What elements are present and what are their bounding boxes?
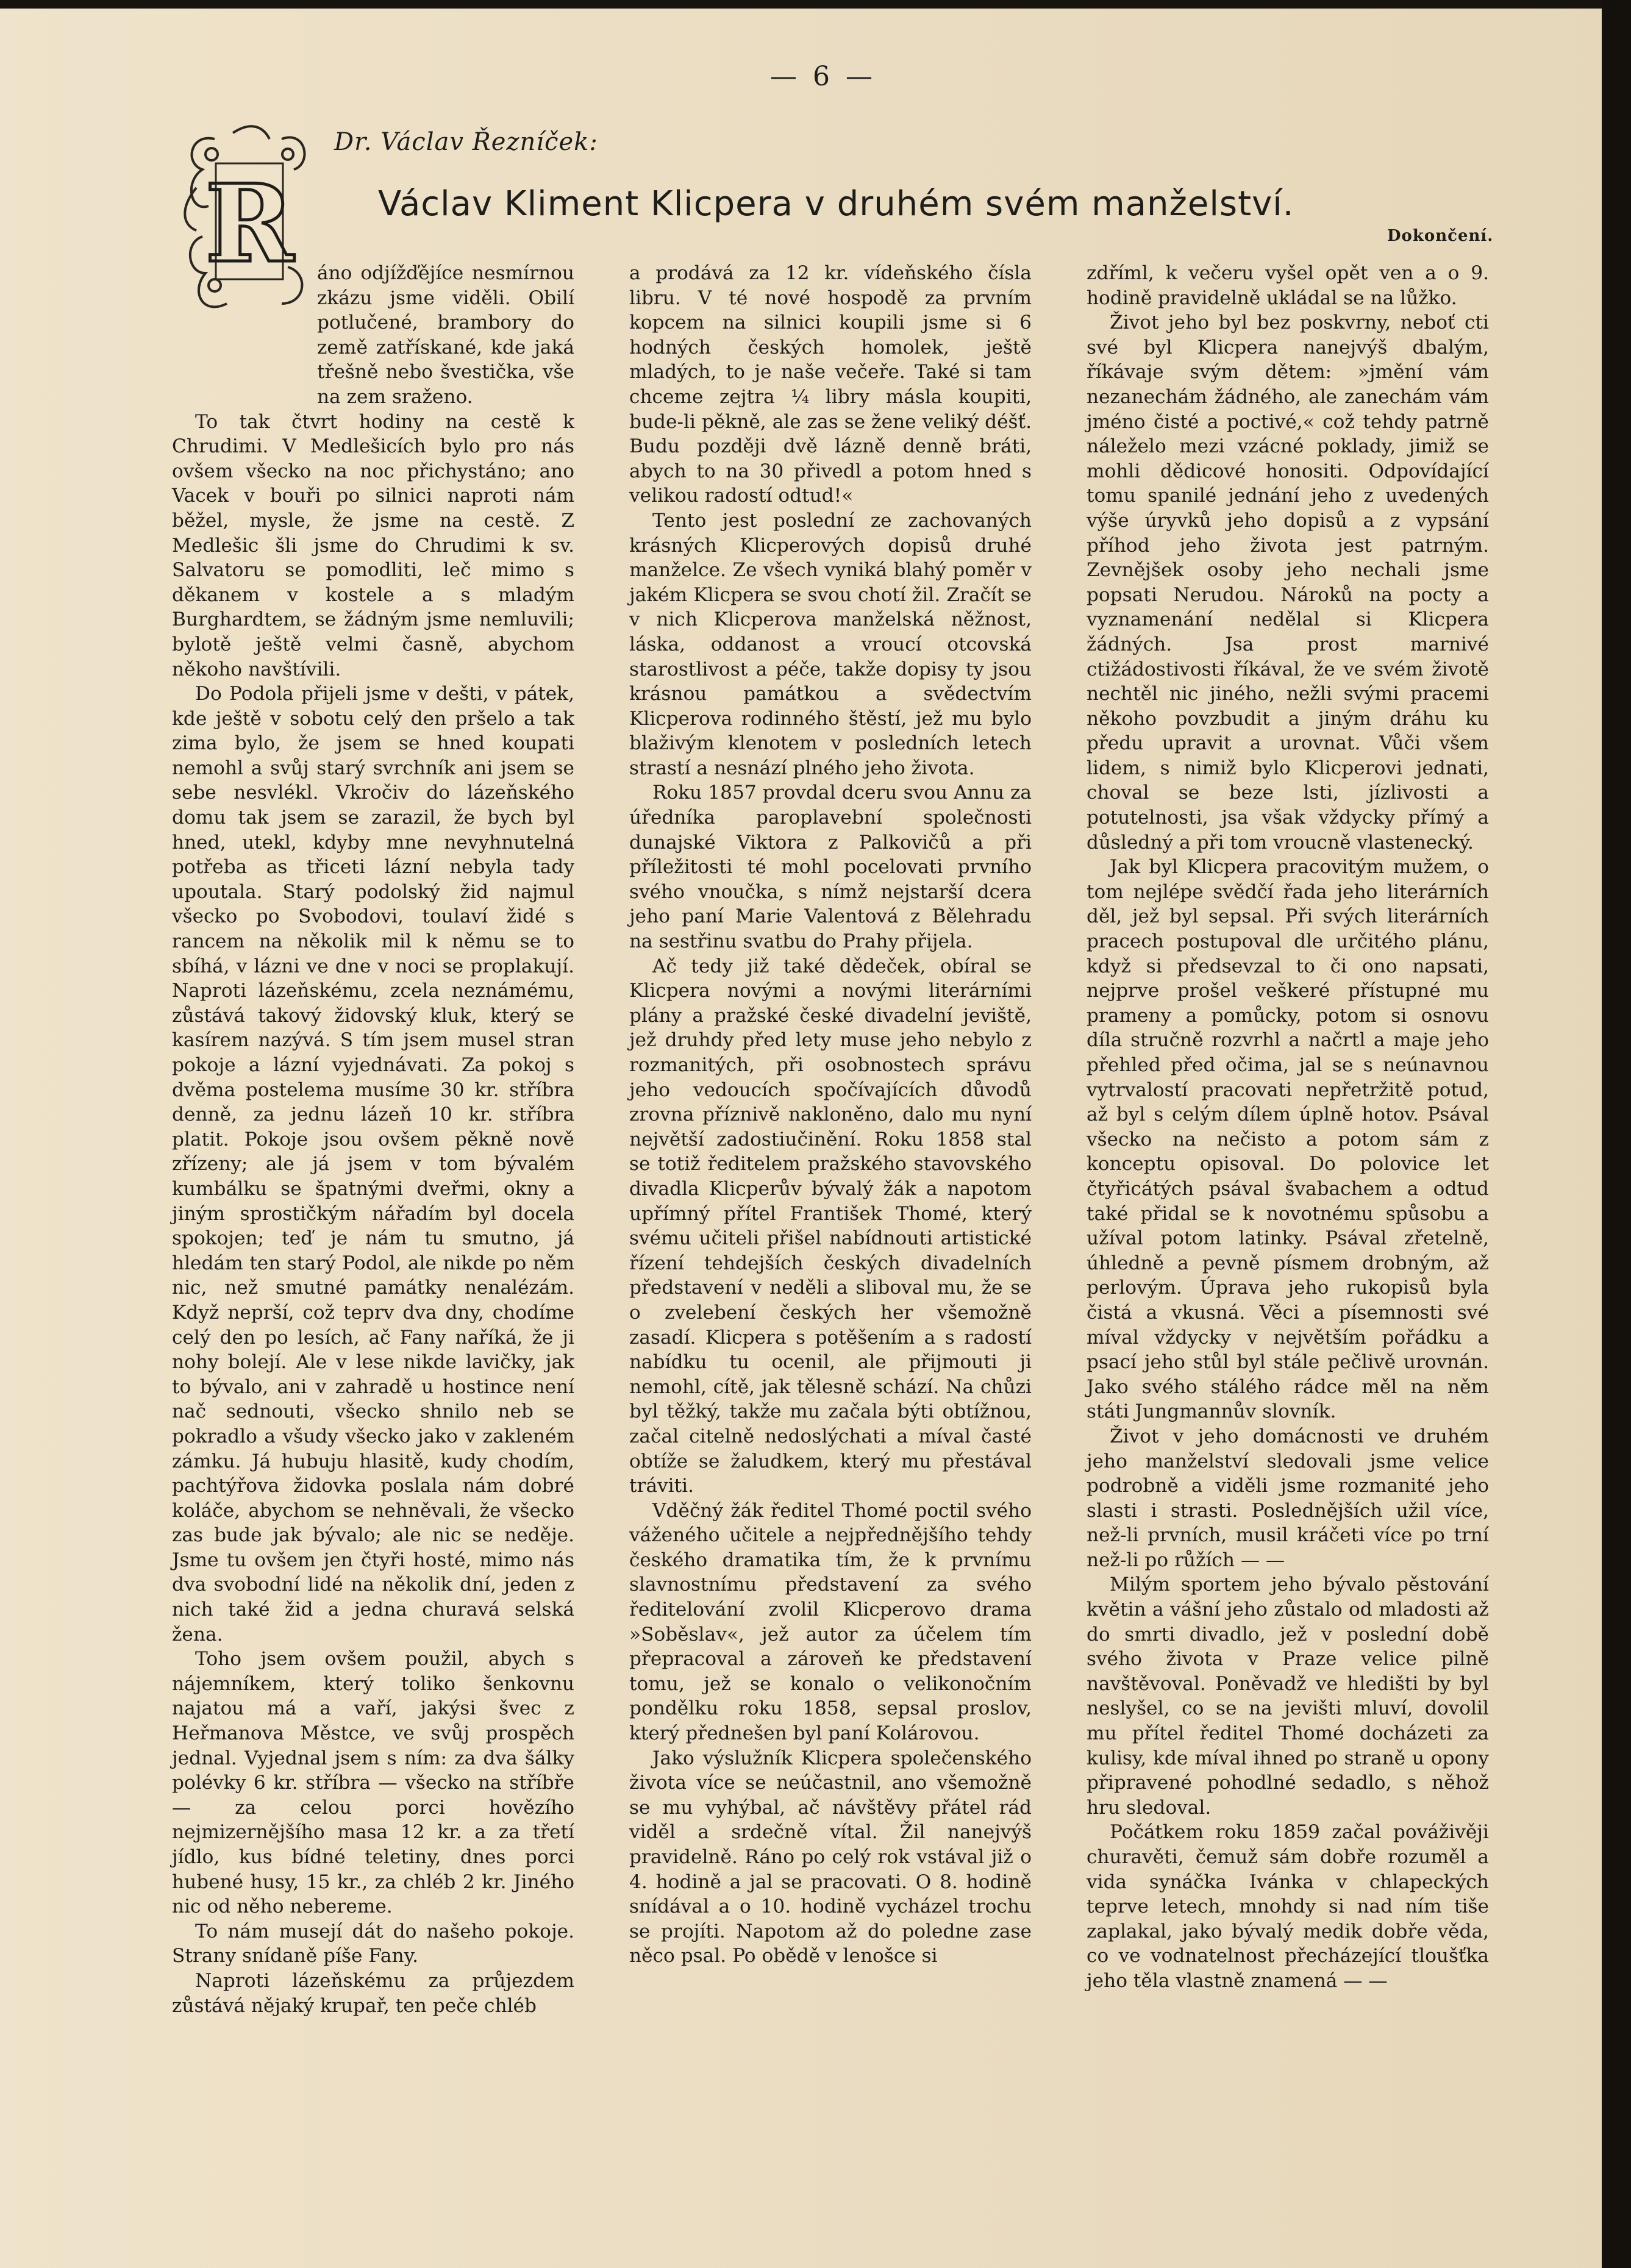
paragraph: Milým sportem jeho bývalo pěstování květin a vášní jeho zůstalo od mladosti až do smrti divadlo, jež v poslední době svého života v Praze velice pilně navštěvoval. Poněvadž ve hledišti by byl neslyšel, co se na jevišti mluví, dovolil mu přítel ředitel Thomé docházeti za kulisy, kde míval ihned po straně u opony připravené pohodlné sedadlo, s něhož hru sledoval.	[1087, 1574, 1489, 1819]
text-column-3	[1087, 261, 1489, 1994]
paragraph: To nám musejí dát do našeho pokoje. Strany snídaně píše Fany.	[172, 1920, 574, 1967]
paragraph: Vděčný žák ředitel Thomé poctil svého váženého učitele a nejpřednějšího tehdy českého dramatika tím, že k prvnímu slavnostnímu představení za svého ředitelování zvolil Klicperovo drama »Soběslav«, jež autor za účelem tím přepracoval a zároveň ke představení tomu, jež se konalo o velikonočním pondělku roku 1858, sepsal proslov, který přednešen byl paní Kolárovou.	[629, 1499, 1032, 1745]
paragraph: Roku 1857 provdal dceru svou Annu za úředníka paroplavební společnosti dunajské Viktora z Palkovičů a při příležitosti té mohl pocelovati prvního svého vnoučka, s nímž nejstarší dcera jeho paní Marie Valentová z Bělehradu na sestřinu svatbu do Prahy přijela.	[629, 782, 1032, 953]
article-title: Václav Kliment Klicpera v druhém svém manželství.	[378, 184, 1294, 224]
scan-edge-top	[0, 0, 1631, 9]
paragraph: Naproti lázeňskému za průjezdem zůstává nějaký krupař, ten peče chléb	[172, 1969, 574, 2017]
paragraph: Jak byl Klicpera pracovitým mužem, o tom nejlépe svědčí řada jeho literárních děl, jež byl sepsal. Při svých literárních pracech postupoval dle určitého plánu, když si předsevzal to či ono napsati, nejprve prošel veškeré přístupné mu prameny a pomůcky, potom si osnovu díla stručně rozvrhl a načrtl a maje jeho přehled před očima, jal se s neúnavnou vytrvalostí pracovati nepřetržitě potud, až byl s celým dílem úplně hotov. Psával všecko na nečisto a potom sám z konceptu opisoval. Do polovice let čtyřicátých psával švabachem a odtud také přidal se k novotnému spůsobu a užíval potom latinky. Psával zřetelně, úhledně a pevně písmem drobným, až perlovým. Úprava jeho rukopisů byla čistá a vkusná. Věci a písemnosti své míval vždycky v největším pořádku a psací jeho stůl byl stále pečlivě urovnán. Jako svého stálého rádce měl na něm státi Jungmannův slovník.	[1087, 856, 1489, 1423]
continuation-note: Dokončení.	[1387, 227, 1494, 245]
paragraph: Tento jest poslední ze zachovaných krásných Klicperových dopisů druhé manželce. Ze všech vyniká blahý poměr v jakém Klicpera se svou chotí žil. Zračít se v nich Klicperova manželská něžnost, láska, oddanost a vroucí otcovská starostlivost a péče, takže dopisy ty jsou krásnou památkou a svědectvím Klicperova rodinného štěstí, jež mu bylo blaživým klenotem v posledních letech strastí a nesnází plného jeho života.	[629, 509, 1032, 779]
paragraph: To tak čtvrt hodiny na cestě k Chrudimi. V Medlešicích bylo pro nás ovšem všecko na noc přichystáno; ano Vacek v bouři po silnici naproti nám běžel, mysle, že jsme na cestě. Z Medlešic šli jsme do Chrudimi k sv. Salvatoru se pomodliti, leč mimo s děkanem v kostele a s mladým Burghardtem, se žádným jsme nemluvili; bylotě ještě velmi časně, abychom někoho navštívili.	[172, 410, 574, 680]
paragraph: Jako výslužník Klicpera společenského života více se neúčastnil, ano všemožně se mu vyhýbal, ač návštěvy přátel rád viděl a srdečně vítal. Žil nanejvýš pravidelně. Ráno po celý rok vstával již o 4. hodině a jal se pracovati. O 8. hodině snídával a o 10. hodině vycházel trochu se projíti. Napotom až do poledne zase něco psal. Po obědě v lenošce si	[629, 1747, 1032, 1967]
paragraph: áno odjížďějíce nesmírnou zkázu jsme viděli. Obilí potlučené, brambory do země zatřískané, kde jaká třešně nebo švestička, vše na zem sraženo.	[317, 262, 574, 408]
article-author: Dr. Václav Řezníček:	[334, 128, 598, 156]
paragraph: Život jeho byl bez poskvrny, neboť cti své byl Klicpera nanejvýš dbalým, říkávaje svým dětem: »jmění vám nezanechám žádného, ale zanechám vám jméno čisté a poctivé,« což tehdy patrně náleželo mezi vzácné poklady, jimiž se mohli dědicové honositi. Odpovídající tomu spanilé jednání jeho z uvedených výše úryvků jeho dopisů a z vypsání příhod jeho života jest patrným. Zevnějšek osoby jeho nechali jsme popsati Nerudou. Nároků na pocty a vyznamenání nedělal si Klicpera žádných. Jsa prost marnivé ctižádostivosti říkával, že ve svém životě nechtěl nic jiného, nežli svými pracemi někoho povzbudit a jiným dráhu ku předu upravit a urovnat. Vůči všem lidem, s nimiž bylo Klicperovi jednati, choval se beze lsti, jízlivosti a potutelnosti, jsa však vždycky přímý a důsledný a při tom vroucně vlastenecký.	[1087, 312, 1489, 854]
drop-cap-wrap	[172, 261, 317, 396]
page-number: — 6 —	[770, 61, 876, 92]
paragraph: zdříml, k večeru vyšel opět ven a o 9. hodině pravidelně ukládal se na lůžko.	[1087, 262, 1489, 309]
paragraph: Toho jsem ovšem použil, abych s nájemníkem, který toliko šenkovnu najatou má a vaří, jakýsi švec z Heřmanova Městce, ve svůj prospěch jednal. Vyjednal jsem s ním: za dva šálky polévky 6 kr. stříbra — všecko na stříbře — za celou porci hovězího nejmizernějšího masa 12 kr. a za třetí jídlo, kus bídné teletiny, dnes porci hubené husy, 15 kr., za chléb 2 kr. Jiného nic od něho nebereme.	[172, 1648, 574, 1918]
scan-edge-right	[1602, 0, 1631, 2268]
text-column-2	[629, 261, 1032, 1969]
drop-cap-letter: R	[205, 162, 294, 287]
paragraph: Do Podola přijeli jsme v dešti, v pátek, kde ještě v sobotu celý den pršelo a tak zima bylo, že jsem se hned koupati nemohl a svůj starý svrchník ani jsem se sebe nesvlékl. Vkročiv do lázeňského domu tak jsem se zarazil, že bych byl hned, utekl, kdyby mne nevyhnutelná potřeba as třiceti lázní nebyla tady upoutala. Starý podolský žid najmul všecko po Svobodovi, toulaví židé s rancem na několik mil k němu se to sbíhá, v lázni ve dne v noci se proplakují. Naproti lázeňskému, zcela neznámému, zůstává takový židovský kluk, který se kasírem nazývá. S tím jsem musel stran pokoje a lázní vyjednávati. Za pokoj s dvěma postelema musíme 30 kr. stříbra denně, za jednu lázeň 10 kr. stříbra platit. Pokoje jsou ovšem pěkně nově zřízeny; ale já jsem v tom bývalém kumbálku se špatnými dveřmi, okny a jiným sprostičkým nářadím byl docela spokojen; teď je nám tu smutno, já hledám ten starý Podol, ale nikde po něm nic, než smutné památky nenalézám. Když neprší, což teprv dva dny, chodíme celý den po lesích, ač Fany naříká, že ji nohy bolejí. Ale v lese nikde lavičky, jak to bývalo, ani v zahradě u hostince není nač sednouti, všecko shnilo neb se pokradlo a všudy všecko jako v zakleném zámku. Já hubuju hlasitě, kudy chodím, pachtýřova židovka poslala nám dobré koláče, abychom se nehněvali, že všecko zas bude jak bývalo; ale nic se neděje. Jsme tu ovšem jen čtyři hosté, mimo nás dva svobodní lidé na několik dní, jeden z nich také žid a jedna churavá selská žena.	[172, 683, 574, 1646]
text-column-1	[172, 261, 574, 2018]
paragraph: Ač tedy již také dědeček, obíral se Klicpera novými a novými literárními plány a pražské české divadelní jeviště, jež druhdy před lety muse jeho nebylo z rozmanitých, při osobnostech správu jeho vedoucích spočívajících důvodů zrovna příznivě nakloněno, dalo mu nyní největší zadostiučinění. Roku 1858 stal se totiž ředitelem pražského stavovského divadla Klicperův bývalý žák a napotom upřímný přítel František Thomé, který svému učiteli přišel nabídnouti artistické řízení tehdejších českých divadelních představení v neděli a sliboval mu, že se o zvelebení českých her všemožně zasadí. Klicpera s potěšením a s radostí nabídku tu ocenil, ale přijmouti ji nemohl, cítě, jak tělesně schází. Na chůzi byl těžký, takže mu začala býti obtížnou, začal citelně nedoslýchati a míval časté obtíže se žaludkem, který mu přestával tráviti.	[629, 955, 1032, 1497]
paragraph: Počátkem roku 1859 začal pováživěji churavěti, čemuž sám dobře rozuměl a vida synáčka Ivánka v chlapeckých teprve letech, mnohdy si nad ním tiše zaplakal, jako bývalý medik dobře věda, co ve vodnatelnost přecházející tloušťka jeho těla vlastně znamená — —	[1087, 1821, 1489, 1992]
paragraph: a prodává za 12 kr. vídeňského čísla libru. V té nové hospodě za prvním kopcem na silnici koupili jsme si 6 hodných českých homolek, ještě mladých, to je naše večeře. Také si tam chceme zejtra ¼ libry másla koupiti, bude-li pěkně, ale zas se žene veliký déšť. Budu později dvě lázně denně bráti, abych to na 30 přivedl a potom hned s velikou radostí odtud!«	[629, 262, 1032, 507]
paragraph: Život v jeho domácnosti ve druhém jeho manželství sledovali jsme velice podrobně a viděli jsme rozmanité jeho slasti i strasti. Poslednějších užil více, než-li prvních, musil kráčeti více po trní než-li po růžích — —	[1087, 1425, 1489, 1571]
